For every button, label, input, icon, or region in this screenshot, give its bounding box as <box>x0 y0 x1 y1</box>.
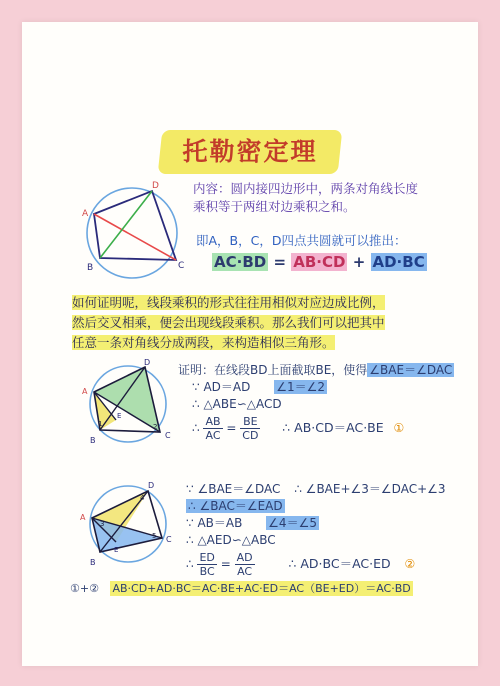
label-b-1: B <box>87 263 94 273</box>
diagram-2 <box>80 358 180 450</box>
content-block <box>193 180 473 216</box>
formula-term1: AB·CD <box>293 253 346 271</box>
proof1-frac-1: $\frac{AB}{AC}$ <box>205 415 221 442</box>
svg-text:B: B <box>90 558 96 567</box>
explanation-line-2: 然后交叉相乘，便会出现线段乘积。那么我们可以把其中 <box>72 315 385 330</box>
final-formula: AB·CD+AD·BC＝AC·BE+AC·ED＝AC（BE+ED）＝AC·BD <box>112 582 411 595</box>
svg-text:E: E <box>117 412 122 420</box>
content-line-2: 乘积等于两组对边乘积之和。 <box>193 199 356 214</box>
svg-text:B: B <box>90 436 96 445</box>
circle-1 <box>87 188 177 278</box>
svg-text:A: A <box>80 513 86 522</box>
explanation-line-3: 任意一条对角线分成两段，来构造相似三角形。 <box>72 335 335 350</box>
formula-plus: + <box>352 253 366 271</box>
formula-eq: = <box>273 253 287 271</box>
proof2-mark: ② <box>404 557 416 571</box>
proof1-similar: ∴ △ABE∽△ACD <box>192 397 282 411</box>
label-c-1: C <box>178 261 185 271</box>
proof2-sum: ∴ ∠BAE+∠3＝∠DAC+∠3 <box>294 482 446 496</box>
proof1-angle-cond: ∠BAE＝∠DAC <box>369 363 453 377</box>
proof2-similar: ∴ △AED∽△ABC <box>186 533 276 547</box>
points-line: 即A，B，C，D四点共圆就可以推出： <box>196 233 407 248</box>
svg-text:2: 2 <box>153 423 158 431</box>
label-d-1: D <box>152 181 159 191</box>
final-label: ①+② <box>70 582 99 595</box>
svg-text:C: C <box>165 431 171 440</box>
svg-text:D: D <box>144 358 151 367</box>
explanation-line-1: 如何证明呢，线段乘积的形式往往用相似对应边成比例， <box>72 295 385 310</box>
proof-1 <box>178 362 468 442</box>
proof2-result: ∴ AD·BC＝AC·ED <box>288 556 391 571</box>
main-formula <box>212 253 427 271</box>
explanation-block <box>72 293 442 353</box>
svg-text:C: C <box>166 535 172 544</box>
proof1-mark: ① <box>393 421 405 435</box>
proof2-given: ∵ ∠BAE＝∠DAC <box>186 482 281 496</box>
proof1-intro: 证明：在线段BD上面截取BE，使得 <box>178 363 368 377</box>
page-title: 托勒密定理 <box>182 137 318 166</box>
svg-text:D: D <box>148 481 155 490</box>
proof1-angles-eq: ∠1＝∠2 <box>276 380 325 394</box>
formula-term2: AD·BC <box>372 253 425 271</box>
svg-text:5: 5 <box>152 532 157 540</box>
proof1-frac-eq: = <box>226 421 237 435</box>
proof2-frac-2: $\frac{AD}{AC}$ <box>236 551 253 578</box>
proof1-therefore: ∴ <box>192 421 200 435</box>
formula-lhs: AC·BD <box>214 253 267 271</box>
svg-text:E: E <box>114 546 119 554</box>
proof1-arc: ∵ AD＝AD <box>192 380 251 394</box>
proof2-frac-1: $\frac{ED}{BC}$ <box>199 551 215 578</box>
title-banner <box>158 130 343 174</box>
proof2-angle-eq: ∴ ∠BAC＝∠EAD <box>188 499 283 513</box>
proof1-frac-2: $\frac{BE}{CD}$ <box>242 415 259 442</box>
proof-2 <box>186 481 471 578</box>
diagram-1 <box>78 180 190 290</box>
proof2-frac-eq: = <box>220 557 231 571</box>
diag-ac-1 <box>94 214 176 260</box>
label-a-1: A <box>82 209 89 219</box>
proof1-result: ∴ AB·CD＝AC·BE <box>282 420 384 435</box>
diagram-3 <box>80 480 180 570</box>
svg-text:A: A <box>82 387 88 396</box>
content-line-1: 内容：圆内接四边形中，两条对角线长度 <box>193 181 419 196</box>
proof2-arc: ∵ AB＝AB <box>186 516 243 530</box>
final-line <box>70 580 413 596</box>
proof2-therefore: ∴ <box>186 557 194 571</box>
proof2-angles-eq: ∠4＝∠5 <box>268 516 317 530</box>
svg-text:4: 4 <box>140 494 145 502</box>
svg-text:1: 1 <box>98 420 103 428</box>
svg-text:3: 3 <box>100 520 105 528</box>
